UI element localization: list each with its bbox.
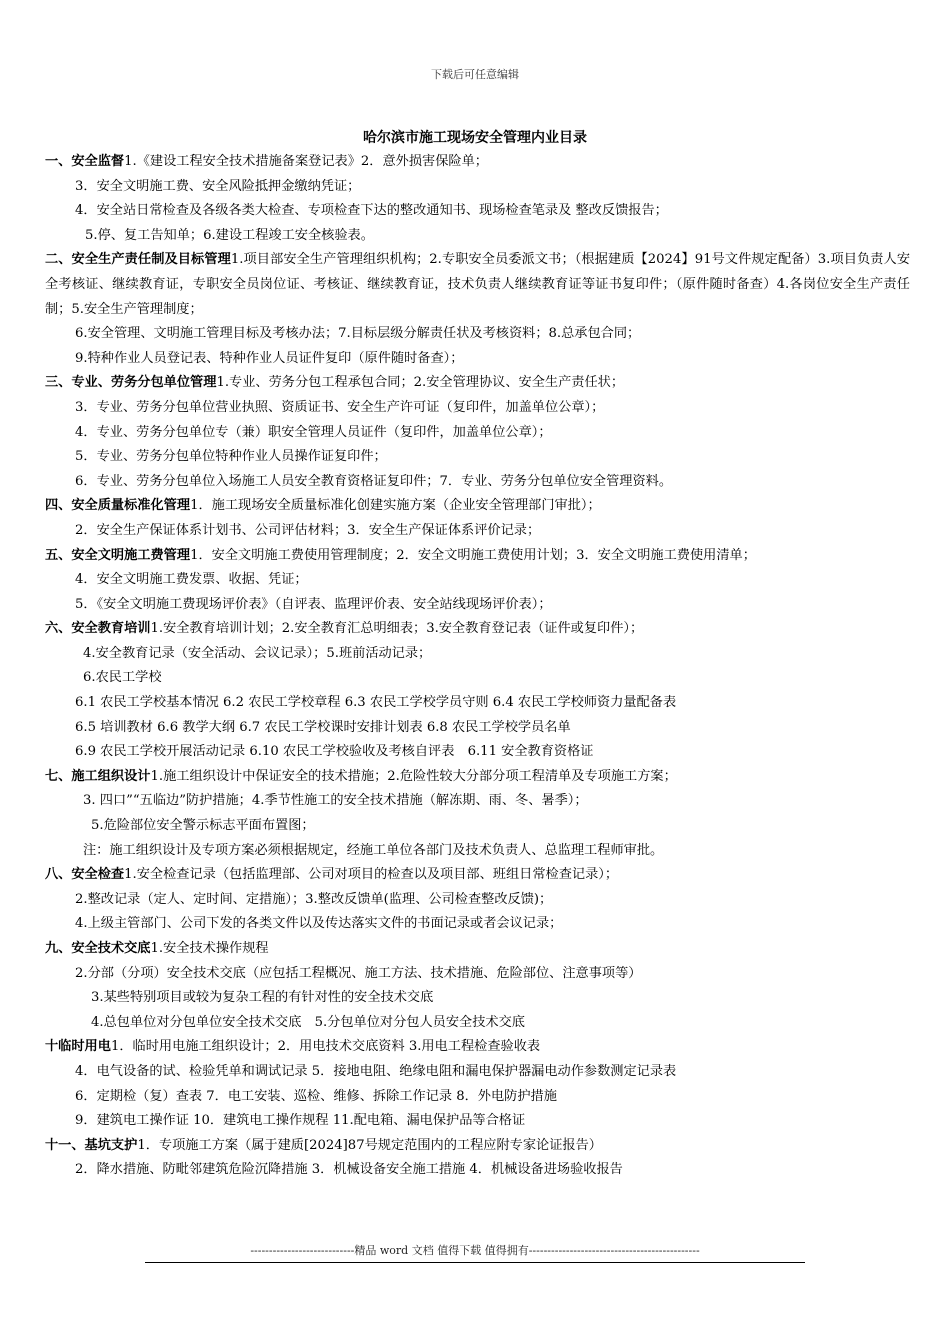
content-line: [45, 445, 910, 470]
line-text: 3. 四口”“五临边”防护措施；4.季节性施工的安全技术措施（解冻期、雨、冬、暑季）；: [83, 793, 588, 809]
line-text: 6.9 农民工学校开展活动记录 6.10 农民工学校验收及考核自评表 6.11 安全教育资格证: [75, 744, 594, 760]
line-text: 5.停、复工告知单；6.建设工程竣工安全核验表。: [85, 227, 374, 243]
content-line: [45, 396, 910, 421]
line-text: 9.特种作业人员登记表、特种作业人员证件复印（原件随时备查）；: [75, 350, 464, 366]
section-heading: 二、安全生产责任制及目标管理: [45, 252, 231, 268]
footer-rule: [145, 1262, 805, 1263]
content-line: [45, 593, 910, 618]
content-line: [45, 421, 910, 446]
content-line: [45, 347, 910, 372]
content-line: [45, 1011, 910, 1036]
line-text: 4.总包单位对分包单位安全技术交底 5.分包单位对分包人员安全技术交底: [91, 1014, 525, 1030]
page-title: 哈尔滨市施工现场安全管理内业目录: [363, 130, 587, 146]
content-line: [45, 568, 910, 593]
line-text: 2．安全生产保证体系计划书、公司评估材料；3．安全生产保证体系评价记录；: [75, 522, 541, 538]
line-text: 6.农民工学校: [83, 670, 162, 686]
content-line: [45, 716, 910, 741]
content-line: [45, 937, 910, 962]
content-line: [45, 863, 910, 888]
section-heading: 十临时用电: [45, 1039, 111, 1055]
line-text: 9．建筑电工操作证 10．建筑电工操作规程 11.配电箱、漏电保护品等合格证: [75, 1113, 526, 1129]
content-line: [45, 150, 910, 175]
section-heading: 三、专业、劳务分包单位管理: [45, 375, 217, 391]
content-line: [45, 986, 910, 1011]
line-text: 6.1 农民工学校基本情况 6.2 农民工学校章程 6.3 农民工学校学员守则 6.4 农民工学校师资力量配备表: [75, 695, 677, 711]
content-line: [45, 1060, 910, 1085]
line-text: 1．安全文明施工费使用管理制度；2．安全文明施工费使用计划；3．安全文明施工费使用清单；: [190, 547, 756, 563]
content-line: [45, 789, 910, 814]
line-text: 1.安全教育培训计划；2.安全教育汇总明细表；3.安全教育登记表（证件或复印件）；: [150, 621, 644, 637]
content-line: [45, 962, 910, 987]
section-heading: 十一、基坑支护: [45, 1137, 138, 1153]
content-line: [45, 1109, 910, 1134]
content-line: [45, 765, 910, 790]
line-text: 2.分部（分项）安全技术交底（应包括工程概况、施工方法、技术措施、危险部位、注意事项等）: [75, 965, 642, 981]
line-text: 6.安全管理、文明施工管理目标及考核办法；7.目标层级分解责任状及考核资料；8.总承包合同；: [75, 326, 641, 342]
header-note: 下载后可任意编辑: [431, 68, 519, 81]
line-text: 2.整改记录（定人、定时间、定措施）；3.整改反馈单(监理、公司检查整改反馈)；: [75, 891, 553, 907]
content-line: [45, 371, 910, 396]
content-line: [45, 322, 910, 347]
line-text: 5．专业、劳务分包单位特种作业人员操作证复印件；: [75, 449, 387, 465]
section-heading: 八、安全检查: [45, 867, 125, 883]
content-line: [45, 912, 910, 937]
line-text: 3．安全文明施工费、安全风险抵押金缴纳凭证；: [75, 178, 361, 194]
line-text: 5.危险部位安全警示标志平面布置图；: [91, 818, 315, 834]
line-text: 2．降水措施、防毗邻建筑危险沉降措施 3．机械设备安全施工措施 4．机械设备进场验收报告: [75, 1162, 623, 1178]
line-text: 3．专业、劳务分包单位营业执照、资质证书、安全生产许可证（复印件，加盖单位公章）；: [75, 399, 605, 415]
content-line: [45, 839, 910, 864]
content-line: [45, 494, 910, 519]
footer-text: ----------------------------精品 word 文档 值得下载 值得拥有----------------------------------------------: [250, 1244, 700, 1257]
line-text: 1.专业、劳务分包工程承包合同；2.安全管理协议、安全生产责任状；: [216, 375, 625, 391]
line-text: 1.项目部安全生产管理组织机构；2.专职安全员委派文书；（根据建质【2024】91号文件规定配备）3.项目负责人安全考核证、继续教育证，专职安全员岗位证、考核证、继续教育证，技术负责人继续教育证等证书复印件；（原件随时备查）4.各岗位安全生产责任制；5.安全生产管理制度；: [45, 252, 911, 317]
line-text: 1.安全检查记录（包括监理部、公司对项目的检查以及项目部、班组日常检查记录）；: [124, 867, 619, 883]
content-line: [45, 617, 910, 642]
line-text: 4．安全文明施工费发票、收据、凭证；: [75, 572, 308, 588]
content-line: [45, 544, 910, 569]
line-text: 5．《安全文明施工费现场评价表》（自评表、监理评价表、安全站线现场评价表）；: [75, 596, 552, 612]
line-text: 3.某些特别项目或较为复杂工程的有针对性的安全技术交底: [91, 990, 434, 1006]
section-heading: 六、安全教育培训: [45, 621, 151, 637]
content-line: [45, 1134, 910, 1159]
section-heading: 五、安全文明施工费管理: [45, 547, 191, 563]
line-text: 4.上级主管部门、公司下发的各类文件以及传达落实文件的书面记录或者会议记录；: [75, 916, 563, 932]
content-line: [45, 470, 910, 495]
line-text: 4．电气设备的试、检验凭单和调试记录 5．接地电阻、绝缘电阻和漏电保护器漏电动作参数测定记录表: [75, 1063, 677, 1079]
line-text: 6.5 培训教材 6.6 教学大纲 6.7 农民工学校课时安排计划表 6.8 农民工学校学员名单: [75, 719, 571, 735]
content-line: [45, 691, 910, 716]
content-line: [45, 519, 910, 544]
line-text: 1.施工组织设计中保证安全的技术措施；2.危险性较大分部分项工程清单及专项施工方案；: [150, 768, 677, 784]
content-line: [45, 224, 910, 249]
section-heading: 一、安全监督: [45, 154, 125, 169]
line-text: 6．专业、劳务分包单位入场施工人员安全教育资格证复印件；7．专业、劳务分包单位安全管理资料。: [75, 473, 673, 489]
section-heading: 九、安全技术交底: [45, 941, 151, 956]
content-line: [45, 248, 910, 322]
line-text: 1．临时用电施工组织设计；2．用电技术交底资料 3.用电工程检查验收表: [110, 1039, 541, 1055]
content-line: [45, 1158, 910, 1183]
line-text: 4．安全站日常检查及各级各类大检查、专项检查下达的整改通知书、现场检查笔录及 整改反馈报告；: [75, 203, 668, 219]
content-line: [45, 199, 910, 224]
content-line: [45, 642, 910, 667]
line-text: 4．专业、劳务分包单位专（兼）职安全管理人员证件（复印件，加盖单位公章）；: [75, 424, 552, 440]
section-heading: 四、安全质量标准化管理: [45, 498, 191, 514]
document-body: [45, 150, 910, 1183]
line-text: 1.《建设工程安全技术措施备案登记表》2．意外损害保险单；: [124, 154, 488, 169]
line-text: 1.安全技术操作规程: [150, 941, 269, 956]
content-line: [45, 1085, 910, 1110]
line-text: 4.安全教育记录（安全活动、会议记录）；5.班前活动记录；: [83, 645, 432, 661]
content-line: [45, 740, 910, 765]
line-text: 1．施工现场安全质量标准化创建实施方案（企业安全管理部门审批）；: [190, 498, 601, 514]
content-line: [45, 1035, 910, 1060]
content-line: [45, 814, 910, 839]
line-text: 注：施工组织设计及专项方案必须根据规定，经施工单位各部门及技术负责人、总监理工程师审批。: [83, 842, 664, 858]
content-line: [45, 666, 910, 691]
line-text: 1．专项施工方案（属于建质[2024]87号规定范围内的工程应附专家论证报告）: [137, 1137, 602, 1153]
content-line: [45, 175, 910, 200]
line-text: 6．定期检（复）查表 7．电工安装、巡检、维修、拆除工作记录 8．外电防护措施: [75, 1088, 557, 1104]
section-heading: 七、施工组织设计: [45, 768, 151, 784]
content-line: [45, 888, 910, 913]
